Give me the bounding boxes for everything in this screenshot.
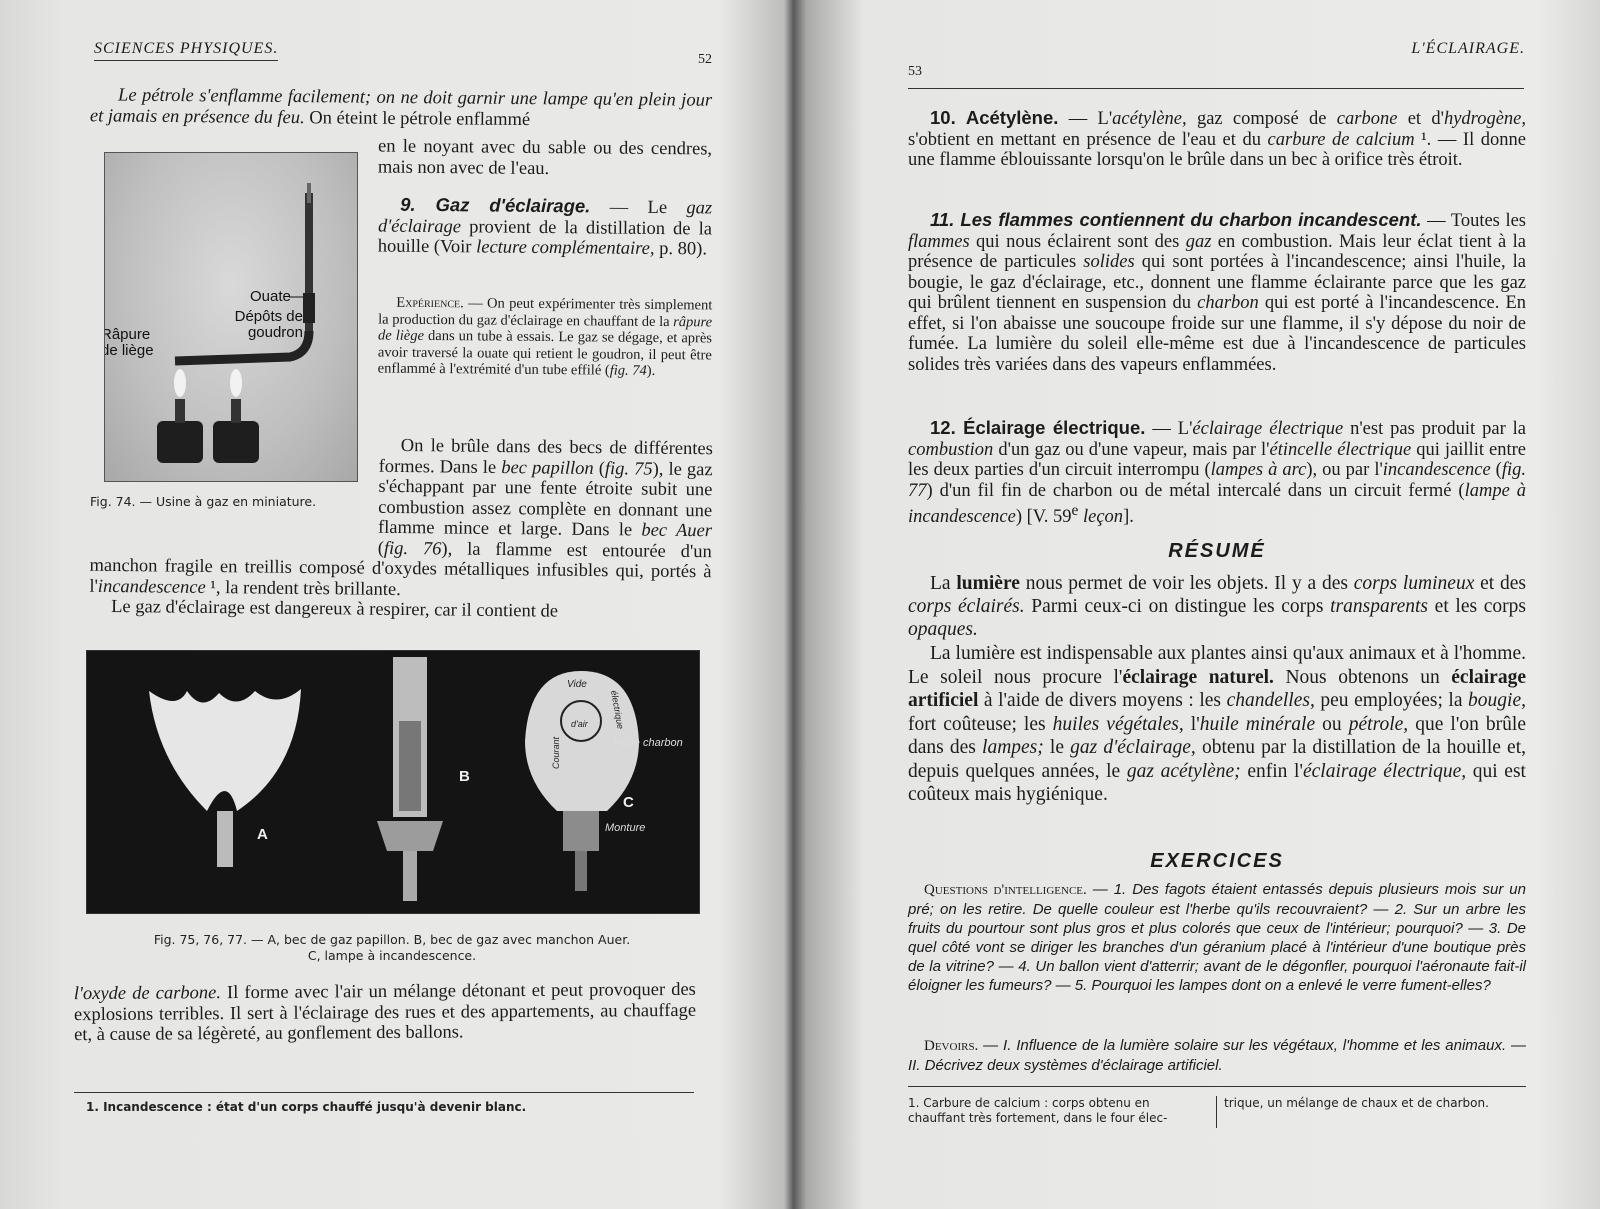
caption-line-2: C, lampe à incandescence.: [307, 948, 477, 963]
r1-b: lumière: [956, 573, 1020, 594]
figure-74-caption: Fig. 74. — Usine à gaz en miniature.: [90, 494, 317, 509]
section-9: [378, 195, 713, 260]
exp-text-b: dans un tube à essais. Le gaz se dégage, et après avoir traversé la ouate qui retient le goudron, il peut être enflammé à l'extrémité d'un tube effilé (: [377, 327, 713, 379]
footnote-right-a: 1. Carbure de calcium : corps obtenu en chauffant très fortement, dans le four élec-: [908, 1096, 1168, 1125]
running-head-left: SCIENCES PHYSIQUES.: [94, 40, 278, 61]
exp-fig: fig. 74: [609, 362, 647, 379]
r1-h: transparents: [1330, 596, 1429, 617]
r2-k: l': [1183, 713, 1200, 735]
s10-t2: carbone: [1336, 109, 1398, 129]
burn-e: ), la flamme est entourée d'un manchon fragile en treillis composé d'oxydes métalliques infusibles qui, portés à l': [89, 538, 712, 597]
auer-base: [403, 851, 417, 901]
label-monture: Monture: [605, 822, 646, 834]
section-12-title: 12. Éclairage électrique.: [930, 417, 1146, 438]
label-ouate: Ouate: [250, 288, 291, 305]
s10-a: — L': [1058, 109, 1113, 129]
danger-line: Le gaz d'éclairage est dangereux à respirer, car il contient de: [111, 596, 559, 622]
footnote-rule-left: [74, 1092, 694, 1093]
exercices-title: EXERCICES: [1150, 850, 1284, 872]
header-rule-right: [908, 88, 1524, 89]
r2-i: fort coûteuse; les: [908, 713, 1053, 735]
s12-t1: éclairage électrique: [1192, 419, 1344, 439]
r2-b: éclairage naturel.: [1122, 666, 1274, 688]
r2-l: huile minérale: [1199, 713, 1316, 735]
r2-j: huiles végétales,: [1052, 713, 1184, 735]
burn-term1: bec papillon: [501, 457, 594, 479]
s11-a: — Toutes les: [1421, 211, 1526, 231]
burner-a-stem: [217, 811, 233, 867]
r2-t: gaz acétylène;: [1126, 760, 1241, 782]
footnote-rule-right: [908, 1086, 1526, 1087]
s11-c: en combustion. Mais leur éclat tient à la présence de particules: [908, 231, 1526, 272]
r2-c: Nous obtenons un: [1273, 666, 1452, 688]
r1-j: opaques.: [908, 619, 978, 640]
s12-t4: lampes à arc: [1210, 460, 1307, 480]
s12-g: ) d'un fil fin de charbon ou de métal intercalé dans un circuit fermé (: [926, 480, 1465, 501]
r2-v: éclairage électrique,: [1302, 760, 1467, 782]
intro-tail: [378, 137, 712, 181]
section-12: [908, 418, 1526, 528]
r2-w: qui est coûteux mais hygiénique.: [908, 760, 1526, 805]
butterfly-flame: [149, 689, 301, 811]
questions-text: — 1. Des fagots étaient entassés depuis plusieurs mois sur un pré; on les retire. De quelle couleur est l'herbe qu'ils recouvraient? — 2. Sur un arbre les fruits du pourtour sont plus gros et plus colorés que ceux de l'intérieur; pourquoi? — 3. De quel côté vont se diriger les branches d'un géranium placé à l'intérieur d'une boutique près de la vitrine? — 4. Un ballon vient d'atterrir; avant de le dégonfler, pourquoi l'aéronaute fait-il éloigner les fumeurs? — 5. Pourquoi les lampes dont on a enlevé le verre fument-elles?: [908, 881, 1526, 994]
resume-title: RÉSUMÉ: [1168, 540, 1266, 562]
figure-75-77-caption: [86, 932, 698, 964]
label-depots-wrap: [213, 309, 303, 349]
after-figure-paragraph: [74, 980, 696, 1046]
label-fil: Fil de charbon: [613, 737, 683, 749]
burn-term2: bec Auer: [641, 520, 713, 542]
caption-line-1: Fig. 75, 76, 77. — A, bec de gaz papillon. B, bec de gaz avec manchon Auer.: [153, 932, 631, 947]
s12-t2: combustion: [908, 439, 994, 460]
running-head-right: L'ÉCLAIRAGE.: [1411, 40, 1525, 57]
tube-tip: [307, 183, 311, 203]
after-text: Il forme avec l'air un mélange détonant et peut provoquer des explosions terribles. Il sert à l'éclairage des rues et des appartements, au chauffage et, à cause de sa légèreté, au gonflement des ballons.: [73, 979, 697, 1046]
experience-paragraph: [378, 295, 713, 380]
page-number-right: 53: [908, 64, 922, 79]
label-rapure-wrap: [105, 327, 163, 367]
s12-h: ) [V. 59: [1015, 507, 1072, 528]
r2-u: enfin l': [1240, 760, 1303, 782]
label-c: C: [623, 794, 634, 811]
r2-g: peu employées; la: [1314, 690, 1469, 711]
s9-ref: lecture complémentaire,: [476, 237, 655, 259]
burn-fig1: fig. 75: [604, 458, 653, 480]
burn-f: ¹, la rendent très brillante.: [205, 577, 401, 600]
ouate-segment: [303, 293, 315, 323]
section-11-title: 11. Les flammes contiennent du charbon incandescent.: [930, 209, 1422, 230]
devoirs-label: Devoirs.: [924, 1038, 979, 1054]
burn-d: (: [377, 538, 385, 559]
page-number-left: 52: [698, 52, 712, 67]
burn-fig2: fig. 76: [383, 538, 442, 559]
r2-d: éclairage artificiel: [908, 666, 1526, 711]
burn-b: (: [593, 458, 606, 479]
s11-t3: solides: [1083, 252, 1135, 272]
wick-right: [231, 399, 241, 423]
s9-text-c: p. 80).: [654, 238, 708, 260]
s10-t1: acétylène,: [1112, 109, 1187, 129]
burners-illustration: [87, 651, 699, 913]
s9-text-b: provient de la distillation de la houille (Voir: [377, 216, 713, 258]
s12-i: ].: [1123, 507, 1134, 528]
r2-p: lampes;: [982, 737, 1044, 758]
figure-75-77-photo: [86, 650, 700, 914]
s11-d: qui sont portées à l'incandescence; ainsi l'huile, la bougie, le gaz d'éclairage, etc., donnent une flamme éclairante parce que les gaz qui brûlent tiennent en suspension du: [908, 252, 1526, 313]
r2-s: obtenu par la distillation de la houille et, depuis quelques années, le: [908, 737, 1526, 782]
burn-term3: incandescence: [97, 576, 206, 598]
s12-t3: étincelle électrique: [1269, 439, 1412, 460]
label-b: B: [459, 768, 470, 785]
lamp-stem: [575, 851, 587, 891]
label-rapure: Râpure de liège: [105, 327, 154, 359]
s12-c: d'un gaz ou d'une vapeur, mais par l': [993, 439, 1270, 460]
r2-h: bougie,: [1468, 690, 1526, 711]
experience-label: Expérience.: [396, 294, 464, 312]
s10-t3: hydrogène,: [1443, 109, 1526, 129]
r1-a: La: [930, 573, 957, 594]
label-dair: d'air: [571, 719, 588, 729]
s10-e: ¹. — Il donne une flamme éblouissante lorsqu'on le brûle dans un bec à orifice très étroit.: [908, 129, 1526, 170]
s12-t6: fig. 77: [908, 460, 1526, 501]
exp-text-a: — On peut expérimenter très simplement la production du gaz d'éclairage en chauffant de la: [378, 295, 713, 330]
burn-a: On le brûle dans des becs de différentes formes. Dans le: [378, 435, 713, 478]
footnote-left-page: 1. Incandescence : état d'un corps chauffé jusqu'à devenir blanc.: [86, 1100, 527, 1114]
label-courant: Courant: [551, 736, 561, 769]
r2-m: ou: [1315, 713, 1349, 735]
left-page: [0, 0, 790, 1209]
lamp-socket: [563, 811, 599, 851]
r2-o: que l'on brûle dans des: [908, 713, 1526, 758]
label-electrique: électrique: [609, 689, 626, 730]
burner-paragraph: [89, 433, 713, 624]
r1-e: et des: [1474, 573, 1526, 594]
label-a: A: [257, 826, 268, 843]
r2-e: à l'aide de divers moyens : les: [978, 690, 1227, 711]
auer-mantle: [399, 721, 421, 811]
s12-f: (: [1490, 460, 1502, 480]
burn-c: ), le gaz s'échappant par une fente étroite subit une combustion assez complète en donnant une flamme mince et large. Dans le: [377, 459, 713, 541]
intro-italic: Le pétrole s'enflamme facilement; on ne doit garnir une lampe qu'en plein jour et jamais en présence du feu.: [89, 85, 713, 128]
s12-t5: incandescence: [1382, 460, 1491, 480]
s12-sup: e: [1071, 502, 1079, 519]
questions-label: Questions d'intelligence.: [924, 882, 1087, 898]
s12-t8: leçon: [1078, 507, 1124, 528]
intro-paragraph: [90, 85, 712, 131]
label-vide: Vide: [567, 679, 587, 690]
s11-e: qui est porté à l'incandescence. En effet, si l'on abaisse une soucoupe froide sur une flamme, il s'y dépose du noir de fumée. La lumière du soleil elle-même est due à l'incandescence de particules solides très variées dans des vapeurs enflammées.: [908, 293, 1526, 375]
intro-tail-start: On éteint le pétrole enflammé: [309, 107, 531, 130]
s11-t2: gaz: [1185, 231, 1212, 252]
r1-i: et les corps: [1428, 596, 1526, 617]
s9-text-a: — Le: [590, 197, 687, 219]
s11-b: qui nous éclairent sont des: [969, 231, 1186, 252]
s11-t4: charbon: [1197, 293, 1259, 313]
s12-t7: lampe à incandescence: [908, 480, 1526, 528]
s9-term: gaz d'éclairage: [377, 198, 713, 237]
auer-gallery: [377, 821, 443, 851]
section-9-title: 9. Gaz d'éclairage.: [400, 193, 591, 217]
wick-left: [175, 399, 185, 423]
footnote-divider: [1216, 1096, 1217, 1128]
devoirs-paragraph: [908, 1036, 1526, 1075]
label-fil-wrap: [613, 737, 697, 769]
section-10-title: 10. Acétylène.: [930, 107, 1059, 128]
s10-t4: carbure de calcium: [1267, 129, 1415, 150]
after-term: l'oxyde de carbone.: [73, 983, 222, 1005]
r2-f: chandelles,: [1226, 690, 1315, 711]
section-10: [908, 108, 1526, 171]
devoirs-text: — I. Influence de la lumière solaire sur les végétaux, l'homme et les animaux. — II. Décrivez deux systèmes d'éclairage artificiel.: [908, 1037, 1526, 1074]
r2-r: gaz d'éclairage,: [1070, 737, 1196, 758]
gas-plant-illustration: [105, 153, 357, 481]
r2-a: La lumière est indispensable aux plantes ainsi qu'aux animaux et à l'homme. Le soleil nous procure l': [908, 643, 1526, 688]
footnote-right-b: trique, un mélange de chaux et de charbon.: [1224, 1096, 1489, 1110]
s12-e: ), ou par l': [1306, 460, 1383, 480]
s11-t1: flammes: [908, 231, 970, 252]
exp-text-c: ).: [646, 362, 656, 379]
resume-paragraph-2: [908, 642, 1526, 807]
flame-right: [230, 369, 242, 397]
label-depots: Dépôts de goudron: [234, 309, 303, 341]
right-page: [810, 0, 1600, 1209]
s10-c: et d': [1397, 109, 1444, 129]
r2-n: pétrole,: [1348, 713, 1409, 735]
flame-left: [174, 369, 186, 397]
section-11: [908, 210, 1526, 375]
s10-b: gaz composé de: [1186, 109, 1337, 129]
r2-q: le: [1043, 737, 1071, 758]
r1-f: corps éclairés.: [908, 596, 1025, 617]
s12-b: n'est pas produit par la: [1343, 419, 1527, 439]
r1-c: nous permet de voir les objets. Il y a des: [1019, 573, 1354, 594]
s12-d: qui jaillit entre les deux parties d'un circuit interrompu (: [908, 439, 1526, 480]
r1-d: corps lumineux: [1353, 573, 1475, 594]
exp-term: râpure de liège: [377, 313, 713, 344]
resume-paragraph-1: [908, 572, 1526, 641]
questions-paragraph: [908, 880, 1526, 995]
s10-d: s'obtient en mettant en présence de l'eau et du: [908, 129, 1268, 150]
r1-g: Parmi ceux-ci on distingue les corps: [1024, 596, 1331, 617]
s12-a: — L': [1145, 419, 1193, 439]
intro-tail-text: en le noyant avec du sable ou des cendres, mais non avec de l'eau.: [377, 136, 713, 179]
